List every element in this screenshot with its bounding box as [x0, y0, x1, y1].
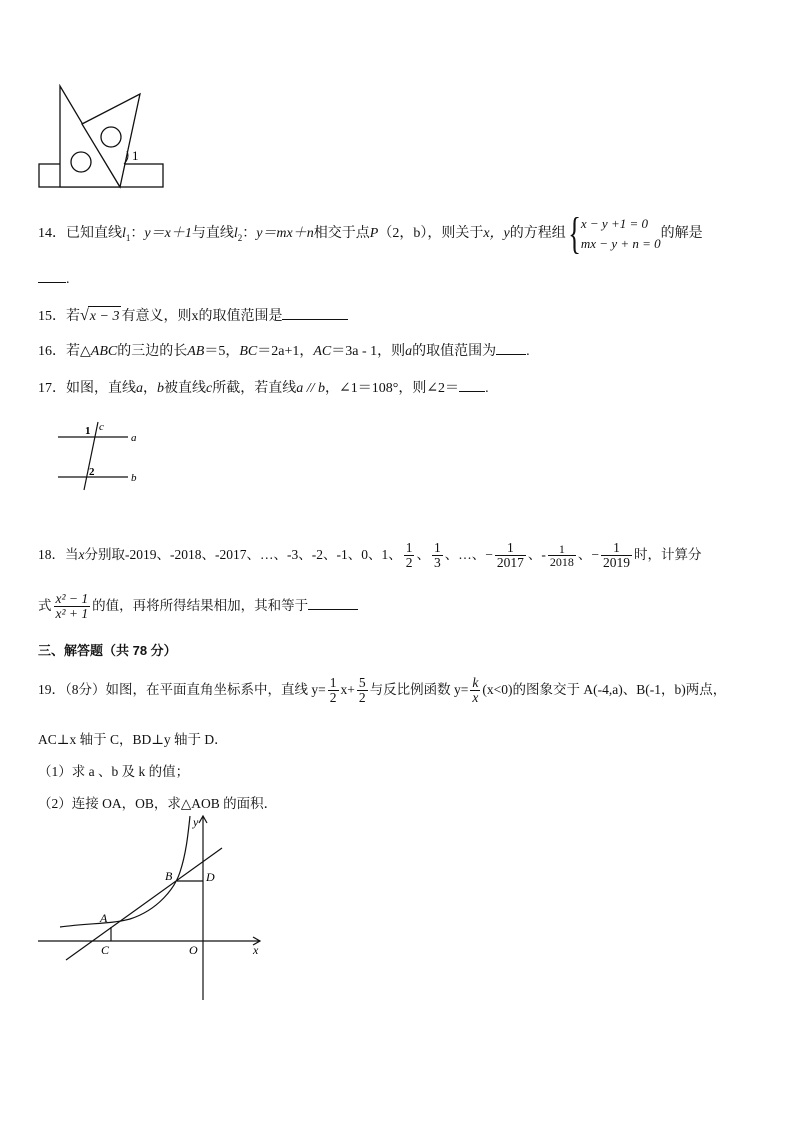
q19-f3-num: k: [472, 675, 479, 691]
q16-bc: BC: [239, 344, 258, 359]
q18-sep2: 、…、−: [444, 547, 493, 562]
q18-text2: 分别取-2019、-2018、-2017、…、-3、-2、-1、0、1、: [84, 547, 402, 562]
q16-blank[interactable]: [496, 342, 526, 355]
q16-abc: ABC: [90, 344, 118, 359]
q19-text3: 与反比例函数 y=: [369, 682, 469, 697]
q17-c: c: [206, 381, 213, 396]
q18-text3: 时，计算分: [633, 547, 702, 562]
q14-eq1: y＝x＋1: [144, 226, 192, 242]
q19-f2-den: 2: [358, 690, 366, 706]
fig19-label-C: C: [101, 943, 110, 957]
q14-sys-eq2: mx − y + n = 0: [580, 236, 661, 251]
fig19-label-O: O: [189, 943, 198, 957]
fig17-angle1: 1: [85, 425, 91, 437]
q18-f2-den: 3: [433, 555, 441, 571]
fig17-angle2: 2: [89, 466, 95, 478]
q18-frac-1-2017: [495, 541, 526, 570]
q18-sep4: 、−: [577, 547, 599, 562]
q16-ab: AB: [187, 344, 205, 359]
q19-f1-num: 1: [329, 675, 337, 691]
q14-sys-eq1: x − y +1 = 0: [580, 216, 648, 231]
q18-f3-num: 1: [495, 541, 526, 556]
question-18: [38, 534, 701, 576]
q17-text2: 被直线: [164, 381, 206, 396]
q19-f2-num: 5: [358, 675, 366, 691]
question-16: [38, 342, 530, 362]
q14-end: .: [66, 272, 70, 287]
q18-x: x: [78, 547, 85, 562]
q18-f1-den: 2: [405, 555, 413, 571]
q15-text: 有意义，则x的取值范围是: [121, 309, 283, 324]
q18-text5: 的值，再将所得结果相加，其和等于: [92, 598, 309, 613]
q18-f4-num: 1: [548, 543, 576, 557]
q14-blank[interactable]: [38, 270, 66, 283]
q18-f4-den: 2018: [549, 555, 574, 570]
q14-eq2: y＝mx＋n: [256, 226, 314, 242]
coordinate-figure: [30, 810, 280, 1005]
q19-frac-k-x: [470, 676, 480, 705]
q18-frac-1-3: [432, 541, 443, 570]
q19-text1: 19．（8分）如图，在平面直角坐标系中，直线 y=: [38, 682, 326, 697]
q14-xy: x，y: [483, 226, 510, 242]
q16-text3: ＝2a+1，: [257, 344, 314, 359]
q14-l1: l: [122, 226, 126, 242]
q17-b: b: [157, 381, 164, 396]
q19-text4: (x<0)的图象交于 A(-4,a)、B(-1，b)两点，: [482, 682, 727, 697]
q14-number: 14．: [38, 226, 66, 242]
q19-text2: x+: [340, 682, 355, 697]
q16-text2: ＝5，: [204, 344, 240, 359]
q14-brace: {: [567, 209, 581, 258]
fig19-label-A: A: [100, 911, 108, 925]
q15-radicand: x − 3: [88, 306, 122, 327]
q16-text1: 的三边的长: [117, 344, 188, 359]
q15-number: 15．若: [38, 309, 80, 324]
q14-text4: 的方程组: [509, 226, 566, 242]
fig17-label-c: c: [99, 421, 104, 433]
q16-text4: ＝3a - 1，则: [331, 344, 406, 359]
q18-frac-1-2: [404, 541, 415, 570]
q18-expression: [54, 592, 91, 621]
q19-part1: （1）求 a 、b 及 k 的值；: [38, 764, 190, 779]
q18-sep1: 、: [416, 547, 430, 562]
q16-ac: AC: [313, 344, 332, 359]
q18-text1: 18．当: [38, 547, 79, 562]
q18-frac-1-2019: [601, 541, 632, 570]
q14-sub2: 2: [237, 233, 243, 244]
q14-answer-line: [38, 270, 70, 288]
q18-text4: 式: [38, 598, 52, 613]
question-17: [38, 379, 489, 399]
fig17-label-b: b: [131, 472, 137, 484]
q19-f1-den: 2: [329, 690, 337, 706]
q19-line2: AC⊥x 轴于 C，BD⊥y 轴于 D．: [38, 732, 228, 747]
question-14: [38, 209, 703, 258]
question-18-line2: [38, 584, 358, 628]
q19-f3-den: x: [472, 690, 479, 706]
parallel-lines-figure: [54, 420, 144, 492]
q17-text1: 17．如图，直线: [38, 381, 136, 396]
q19-frac-5-2: [357, 676, 368, 705]
fig17-label-a: a: [131, 432, 137, 444]
q14-text3: 相交于点: [313, 226, 370, 242]
q14-system: [581, 214, 661, 254]
q18-expr-den: x² + 1: [55, 606, 89, 622]
sqrt-sign: √: [80, 307, 89, 324]
q18-blank[interactable]: [308, 597, 358, 610]
q18-sep3: 、-: [527, 547, 546, 562]
q15-blank[interactable]: [282, 307, 348, 320]
q17-end: .: [485, 381, 489, 396]
q18-f3-den: 2017: [496, 555, 524, 571]
q17-a: a: [136, 381, 143, 396]
q17-text3: 所截，若直线: [212, 381, 297, 396]
question-15: [38, 306, 348, 327]
q16-number: 16．若△: [38, 344, 91, 359]
q14-colon2: ：: [242, 226, 257, 242]
q14-sub1: 1: [125, 233, 131, 244]
q18-f2-num: 1: [433, 540, 441, 556]
set-square-figure: [36, 84, 168, 192]
q14-colon1: ：: [130, 226, 145, 242]
q16-a: a: [405, 344, 413, 359]
question-19: [38, 668, 726, 712]
q17-parallel: a // b: [296, 381, 325, 396]
q16-text5: 的取值范围为: [412, 344, 497, 359]
q18-expr-num: x² − 1: [55, 591, 89, 607]
q18-frac-1-2018: [548, 543, 576, 569]
angle-1-label: 1: [132, 148, 139, 163]
q19-frac-1-2: [328, 676, 339, 705]
q14-text: 已知直线: [66, 226, 122, 242]
q14-point-p: P: [369, 226, 379, 242]
q16-end: .: [526, 344, 530, 359]
q17-blank[interactable]: [459, 379, 485, 392]
q18-f5-num: 1: [601, 541, 632, 556]
q18-f1-num: 1: [405, 540, 413, 556]
q18-f5-den: 2019: [602, 555, 630, 571]
q14-l2: l: [233, 226, 238, 242]
fig19-label-D: D: [206, 870, 215, 884]
section-heading: 三、解答题（共 78 分）: [38, 643, 177, 658]
q14-text5: 的解是: [660, 226, 703, 242]
q17-sep: ，: [143, 381, 157, 396]
q19-part2: （2）连接 OA，OB，求△AOB 的面积．: [38, 796, 278, 811]
fig19-label-x: x: [253, 943, 259, 957]
fig19-label-y: y: [193, 815, 199, 829]
q14-point-coords: （2，b），则关于: [378, 226, 484, 242]
q14-text2: 与直线: [191, 226, 234, 242]
fig19-label-B: B: [165, 869, 173, 883]
q17-text4: ，∠1＝108°，则∠2＝: [325, 381, 460, 396]
